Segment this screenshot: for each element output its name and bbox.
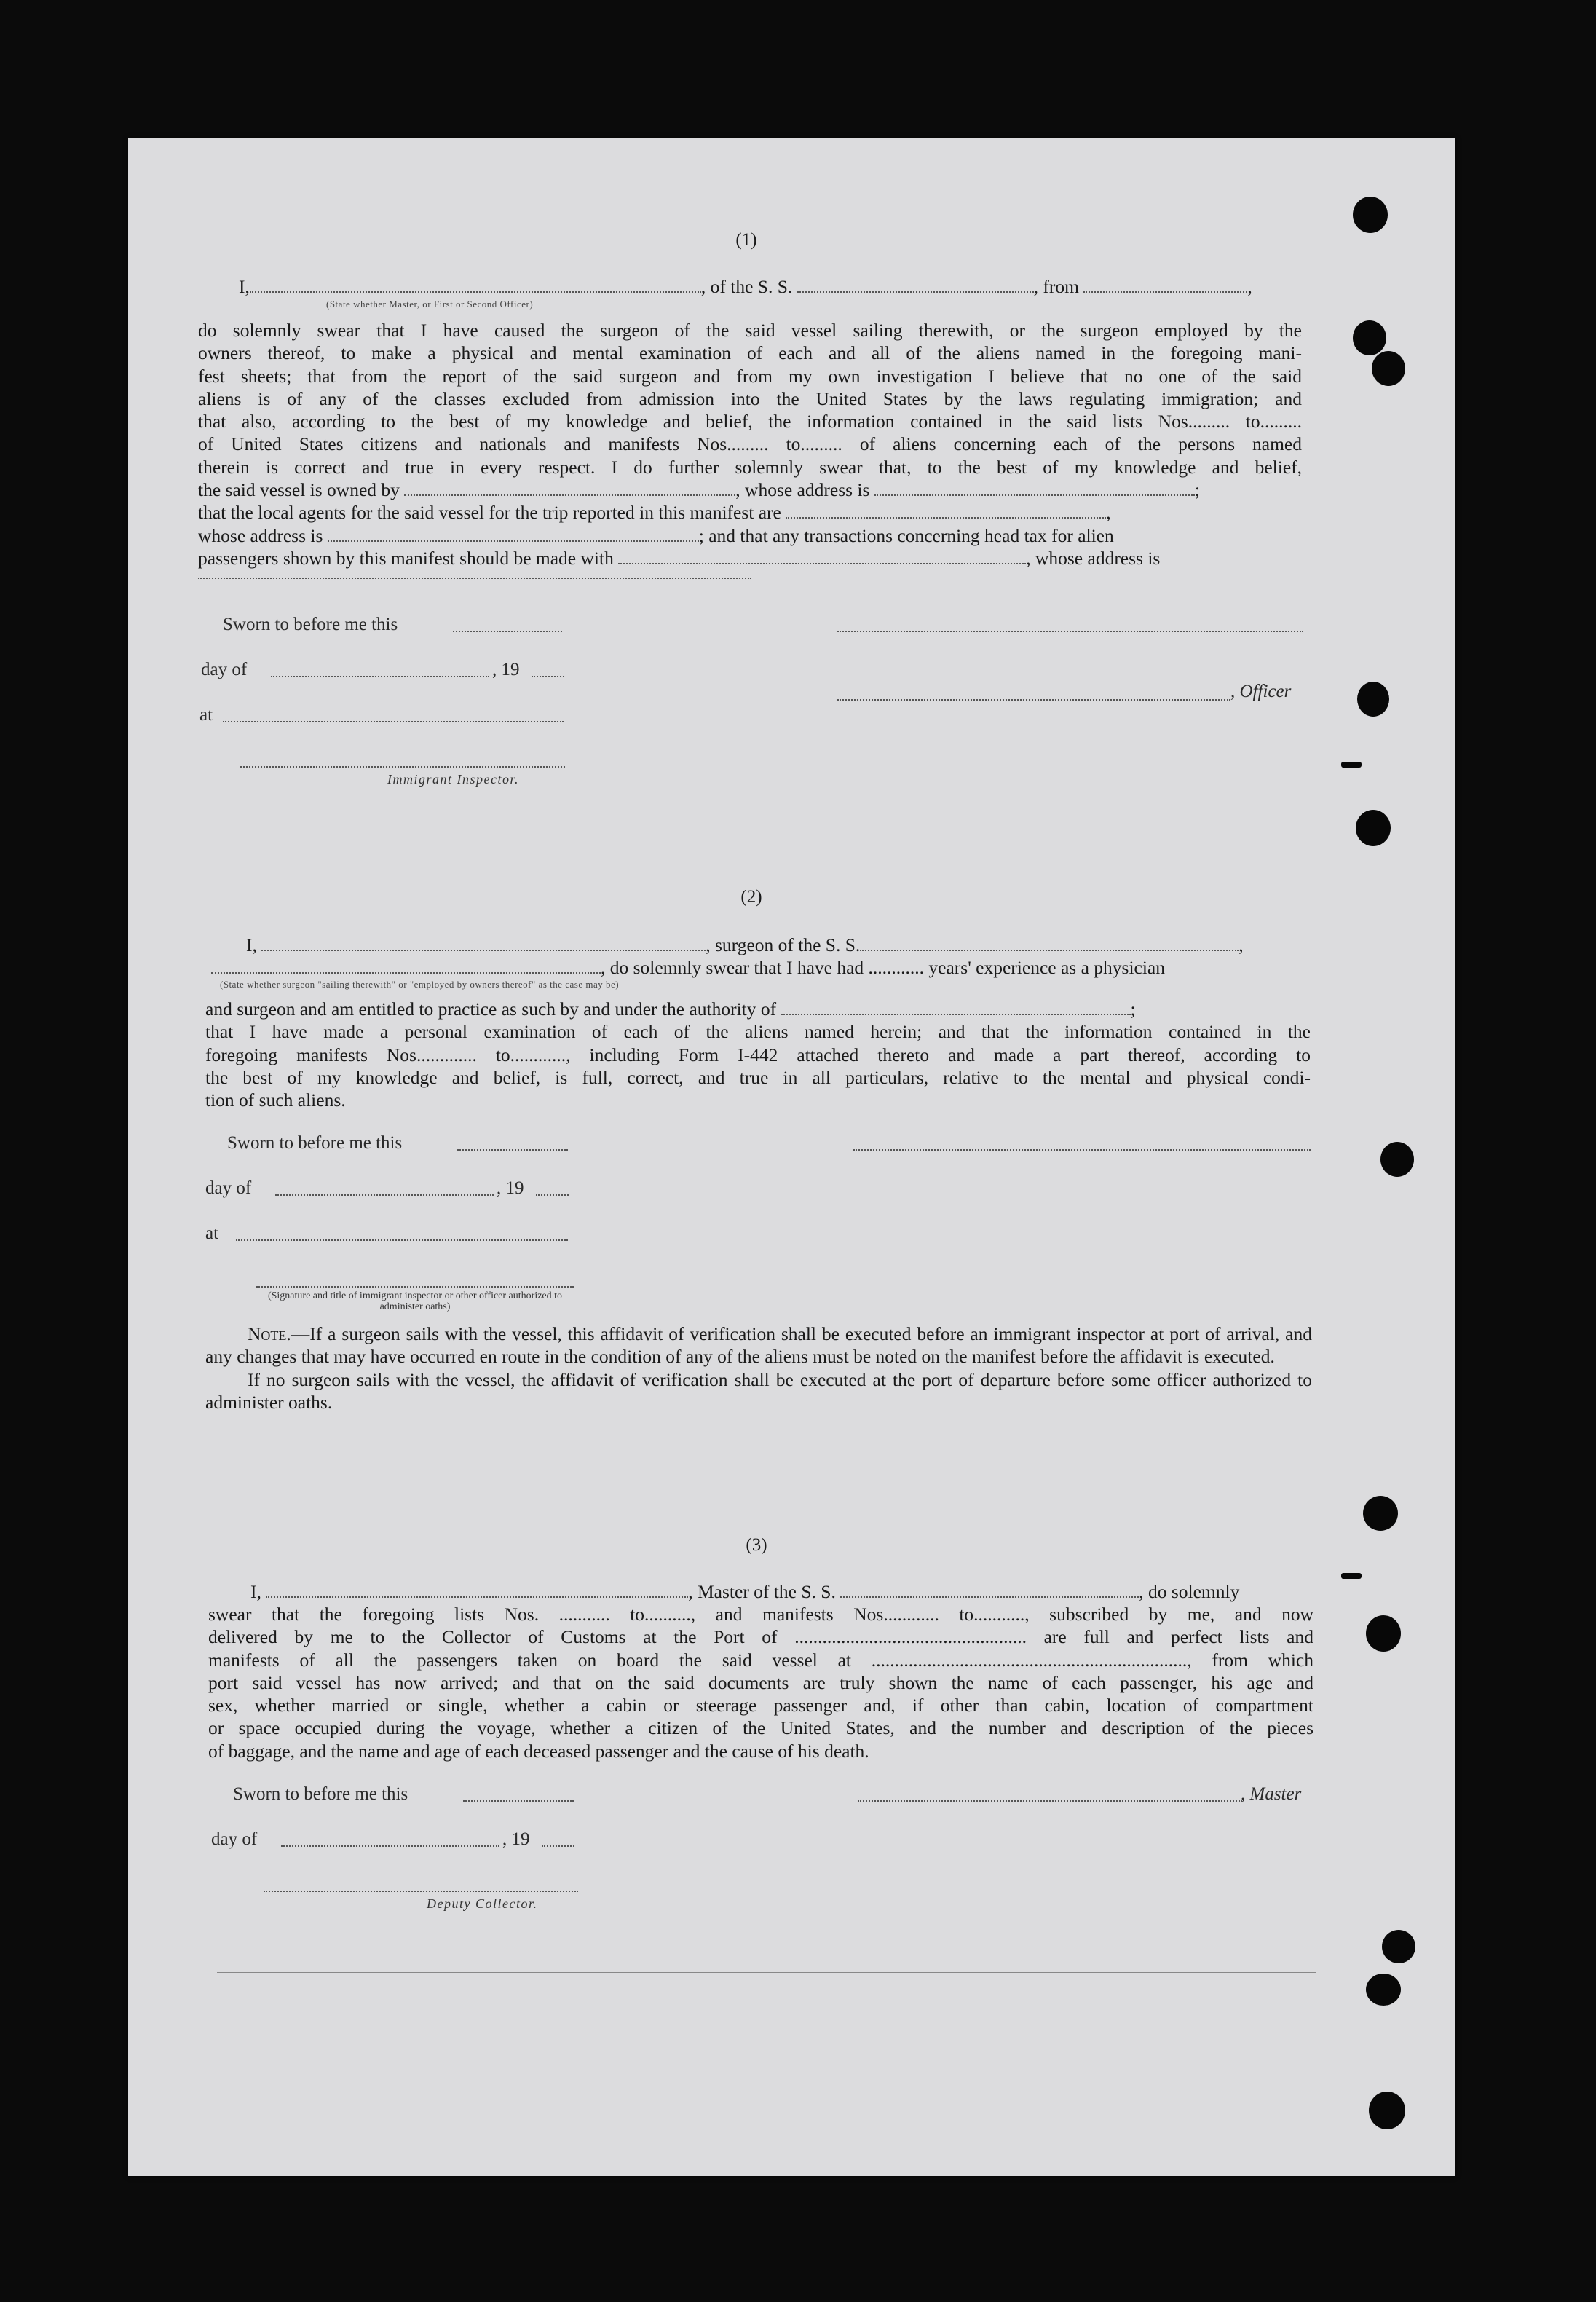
punch-hole [1353,320,1386,355]
surgeon-status-caption: (State whether surgeon "sailing therewith" or "employed by owners thereof" as the case may be) [220,979,620,990]
officer-signature-line [837,631,1303,632]
officer-label: , Officer [1230,682,1292,701]
note-text: —If a surgeon sails with the vessel, this affidavit of verification shall be executed before an immigrant inspector at port of arrival, and any changes that may have occurred en route in the condition of any of the aliens must be noted on the manifest before the affidavit is executed. [205,1323,1312,1368]
owner-line: the said vessel is owned by , whose address is ; [198,479,1200,501]
surgeon-signature-line [853,1149,1311,1151]
day-of-label-3: day of [211,1829,258,1849]
deputy-caption: Deputy Collector. [427,1896,538,1911]
section-1-heading: (1) [735,230,757,250]
sworn-label-3: Sworn to before me this [233,1784,408,1804]
agents-line: that the local agents for the said vessel for the trip reported in this manifest are , [198,502,1111,524]
sworn-label-2: Sworn to before me this [227,1133,403,1153]
sworn-label-1: Sworn to before me this [223,615,398,634]
punch-hole [1369,2092,1405,2129]
punch-hole [1366,1974,1401,2006]
at-label-2: at [205,1223,219,1243]
head-tax-line: whose address is ; and that any transactions concerning head tax for alien [198,524,1114,546]
punch-hole [1366,1615,1401,1652]
master-signature-line [858,1800,1242,1802]
section-1-body: do solemnly swear that I have caused the surgeon of the said vessel sailing therewith, or the surgeon employed by the owners thereof, to make a physical and mental examination of each and all of the aliens named in the foregoing mani- fest sheets; that from the report of the said surgeon and from my own investigation I believe that no one of the said aliens is of any of the classes excluded from admission into the United States by the laws regulating immigration; and that also, according to the best of my knowledge and belief, the information contained in the said lists Nos......... to......... of United States citizens and nationals and manifests Nos......... to......... of aliens concerning each of the persons named therein is correct and true in every respect. I do further solemnly swear that, to the best of my knowledge and belief, the said vessel is owned by , whose address is ; that the local agents for the said vessel for the trip reported in this manifest are , whose address is ; and that any transactions concerning head tax for alien passengers shown by this manifest should be made with , whose address is [198,319,1302,580]
punch-hole [1382,1930,1415,1963]
section-3-body: swear that the foregoing lists Nos. ........... to.........., and manifests Nos............ to..........., subscribed by me, and now delivered by me to the Collector of Customs at the Port of .................................................. are full and perfect lists and manifests of all the passengers taken on board the said vessel at ...................................................................., from which port said vessel has now arrived; and that on the said documents are truly shown the name of each passenger, his age and sex, whether married or single, whether a cabin or steerage passenger and, if other than cabin, location of compartment or space occupied during the voyage, whether a citizen of the United States, and the number and description of the pieces of baggage, and the name and age of each deceased passenger and the cause of his death. [208,1604,1313,1762]
punch-hole [1357,682,1389,717]
at-label-1: at [200,705,213,725]
note-block [205,1323,1312,1414]
inspector-signature-line [240,766,565,768]
punch-hole [1363,1496,1398,1531]
note-text-2: If no surgeon sails with the vessel, the affidavit of verification shall be executed at the port of departure before some officer authorized to administer oaths. [205,1368,1312,1413]
section-2-first-line: I, , surgeon of the S. S. , [246,934,1244,955]
day-of-label-1: day of [201,660,248,679]
punch-hole [1356,810,1391,846]
passengers-line: passengers shown by this manifest should be made with , whose address is [198,547,1161,569]
from-label: , from [1033,276,1079,297]
ss-label: , of the S. S. [700,276,793,297]
punch-mark [1341,1573,1362,1579]
inspector-signature-caption: (Signature and title of immigrant inspector or other officer authorized to administer oaths) [267,1290,563,1312]
day-of-label-2: day of [205,1178,252,1198]
oath-pronoun: I, [239,276,250,297]
punch-hole [1353,197,1388,233]
inspector-caption: Immigrant Inspector. [387,772,519,787]
bottom-rule [217,1972,1316,1973]
punch-hole [1372,351,1405,386]
section-2-second-line: , do solemnly swear that I have had ............ years' experience as a physician [211,956,1311,979]
master-label: , Master [1241,1784,1302,1804]
section-1-first-line: I, , of the S. S. , from , [239,276,1252,297]
deputy-signature-line [264,1891,578,1892]
officer-rank-caption: (State whether Master, or First or Second Officer) [326,299,534,310]
authority-line: and surgeon and am entitled to practice as such by and under the authority of ; [205,998,1136,1020]
punch-mark [1341,762,1362,768]
punch-hole [1380,1142,1414,1177]
section-2-body: and surgeon and am entitled to practice as such by and under the authority of ; that I have made a personal examination of each of the aliens named herein; and that the information contained in the foregoing manifests Nos............. to............, including Form I-442 attached thereto and made a part thereof, according to the best of my knowledge and belief, is full, correct, and true in all particulars, relative to the mental and physical condi- tion of such aliens. [205,998,1311,1111]
section-3-first-line: I, , Master of the S. S. , do solemnly [250,1581,1240,1602]
section-2-heading: (2) [740,887,762,907]
note-label: Note. [248,1323,291,1344]
section-3-heading: (3) [746,1535,767,1555]
